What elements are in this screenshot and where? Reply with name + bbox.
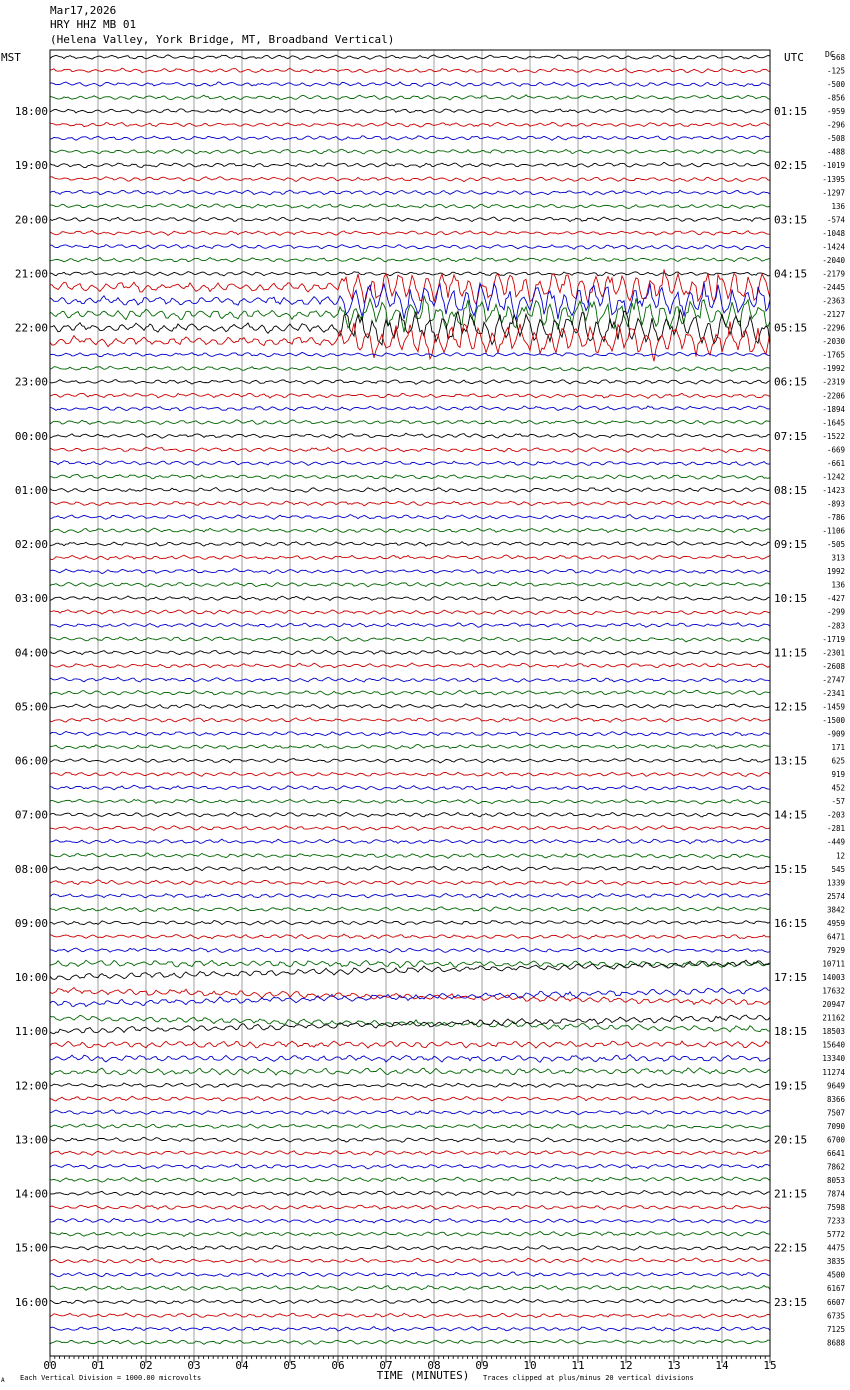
seismic-trace bbox=[50, 231, 770, 236]
seismic-trace bbox=[50, 352, 770, 356]
seismic-trace bbox=[50, 1151, 770, 1156]
seismic-trace bbox=[50, 244, 770, 250]
dc-offset-label: 7090 bbox=[826, 1121, 845, 1131]
x-tick-label: 09 bbox=[475, 1359, 489, 1372]
dc-offset-label: 7874 bbox=[826, 1189, 845, 1199]
dc-offset-label: 4959 bbox=[826, 918, 845, 928]
header-date: Mar17,2026 bbox=[50, 4, 117, 17]
hour-label-right: 11:15 bbox=[774, 646, 808, 660]
hour-label-left: 00:00 bbox=[14, 429, 48, 443]
seismic-trace bbox=[50, 1015, 770, 1034]
hour-label-right: 12:15 bbox=[774, 700, 808, 714]
dc-offset-label: 21162 bbox=[822, 1013, 845, 1023]
dc-offset-label: 15640 bbox=[822, 1040, 845, 1050]
seismic-trace bbox=[50, 162, 770, 167]
hour-label-left: 18:00 bbox=[14, 105, 48, 119]
seismic-trace bbox=[50, 1246, 770, 1251]
seismic-trace bbox=[50, 109, 770, 113]
seismic-trace bbox=[50, 272, 770, 276]
seismic-trace bbox=[50, 690, 770, 695]
footer-scale-note: Each Vertical Division = 1000.00 microvolts bbox=[20, 1374, 202, 1382]
dc-offset-label: -1645 bbox=[822, 418, 845, 428]
dc-offset-label: -500 bbox=[826, 80, 845, 90]
dc-offset-label: -1019 bbox=[822, 161, 845, 171]
seismic-trace bbox=[50, 812, 770, 817]
hour-label-left: 02:00 bbox=[14, 538, 48, 552]
dc-offset-label: -1297 bbox=[822, 188, 845, 198]
dc-offset-label: 7929 bbox=[826, 945, 845, 955]
x-tick-label: 10 bbox=[523, 1359, 537, 1372]
seismic-trace bbox=[50, 1110, 770, 1115]
dc-offset-label: 6607 bbox=[826, 1297, 845, 1307]
dc-offset-label: -786 bbox=[826, 513, 845, 523]
seismic-trace bbox=[50, 1083, 770, 1088]
minute-grid bbox=[98, 50, 722, 1356]
hour-label-left: 07:00 bbox=[14, 808, 48, 822]
seismic-trace bbox=[50, 542, 770, 547]
hour-label-right: 09:15 bbox=[774, 538, 808, 552]
seismic-trace bbox=[50, 380, 770, 385]
seismic-trace bbox=[50, 149, 770, 154]
seismic-trace bbox=[50, 1055, 770, 1063]
seismic-trace bbox=[50, 420, 770, 425]
dc-offset-label: -1395 bbox=[822, 174, 845, 184]
dc-offset-label: -1992 bbox=[822, 364, 845, 374]
hour-label-left: 08:00 bbox=[14, 862, 48, 876]
hour-label-right: 08:15 bbox=[774, 483, 808, 497]
hour-label-left: 11:00 bbox=[14, 1025, 48, 1039]
dc-offset-label: 136 bbox=[831, 201, 845, 211]
dc-offset-label: -2127 bbox=[822, 310, 845, 320]
hour-label-right: 19:15 bbox=[774, 1079, 808, 1093]
dc-offset-label: 10711 bbox=[822, 959, 845, 969]
seismic-trace bbox=[50, 1137, 770, 1142]
dc-offset-label: -2341 bbox=[822, 688, 845, 698]
seismic-trace bbox=[50, 1231, 770, 1236]
hour-label-left: 14:00 bbox=[14, 1187, 48, 1201]
x-tick-label: 11 bbox=[571, 1359, 585, 1372]
seismic-trace bbox=[50, 948, 770, 953]
dc-offset-label: -2040 bbox=[822, 255, 845, 265]
dc-offset-label: -2319 bbox=[822, 377, 845, 387]
dc-offset-label: -283 bbox=[826, 621, 845, 631]
dc-offset-label: 17632 bbox=[822, 986, 845, 996]
dc-offset-label: 6700 bbox=[826, 1135, 845, 1145]
hour-label-left: 20:00 bbox=[14, 213, 48, 227]
dc-offset-label: -2301 bbox=[822, 648, 845, 658]
dc-offset-label: 14003 bbox=[822, 973, 845, 983]
dc-offset-label: 136 bbox=[831, 580, 845, 590]
hour-label-left: 22:00 bbox=[14, 321, 48, 335]
seismic-trace bbox=[50, 907, 770, 912]
seismic-trace bbox=[50, 623, 770, 628]
dc-offset-label: 4475 bbox=[826, 1243, 845, 1253]
x-tick-label: 05 bbox=[283, 1359, 297, 1372]
seismic-trace bbox=[50, 637, 770, 642]
dc-offset-label: -2206 bbox=[822, 391, 845, 401]
seismic-trace bbox=[50, 501, 770, 506]
seismic-trace bbox=[50, 310, 770, 346]
dc-offset-label: -1424 bbox=[822, 242, 845, 252]
dc-label: DC bbox=[825, 50, 835, 59]
seismic-trace bbox=[50, 1124, 770, 1129]
dc-offset-label: 171 bbox=[831, 743, 845, 753]
dc-offset-label: 11274 bbox=[822, 1067, 845, 1077]
header-location: (Helena Valley, York Bridge, MT, Broadband Vertical) bbox=[50, 33, 395, 46]
seismic-trace bbox=[50, 555, 770, 560]
seismic-trace bbox=[50, 447, 770, 452]
dc-offset-label: -1106 bbox=[822, 526, 845, 536]
dc-offset-label: 545 bbox=[831, 864, 845, 874]
hour-label-left: 21:00 bbox=[14, 267, 48, 281]
seismic-trace bbox=[50, 663, 770, 668]
seismic-trace bbox=[50, 677, 770, 682]
x-tick-label: 14 bbox=[715, 1359, 729, 1372]
dc-offset-label: -2296 bbox=[822, 323, 845, 333]
seismic-trace bbox=[50, 177, 770, 182]
seismic-trace bbox=[50, 55, 770, 60]
hour-label-right: 16:15 bbox=[774, 916, 808, 930]
dc-offset-label: 8366 bbox=[826, 1094, 845, 1104]
hour-label-right: 13:15 bbox=[774, 754, 808, 768]
hour-label-right: 07:15 bbox=[774, 429, 808, 443]
hour-label-left: 15:00 bbox=[14, 1241, 48, 1255]
dc-offset-label: 8688 bbox=[826, 1338, 845, 1348]
x-tick-label: 07 bbox=[379, 1359, 393, 1372]
seismic-trace bbox=[50, 122, 770, 127]
seismic-trace bbox=[50, 758, 770, 763]
hour-label-left: 12:00 bbox=[14, 1079, 48, 1093]
seismic-trace bbox=[50, 1340, 770, 1345]
dc-offset-label: 5772 bbox=[826, 1230, 845, 1240]
dc-offset-label: 18503 bbox=[822, 1027, 845, 1037]
dc-offset-label: -125 bbox=[826, 66, 845, 76]
seismic-trace bbox=[50, 366, 770, 371]
seismic-trace bbox=[50, 1286, 770, 1291]
seismic-trace bbox=[50, 204, 770, 209]
dc-offset-label: 7507 bbox=[826, 1108, 845, 1118]
seismic-trace bbox=[50, 610, 770, 615]
dc-offset-label: -296 bbox=[826, 120, 845, 130]
seismic-trace bbox=[50, 190, 770, 195]
dc-offset-label: -959 bbox=[826, 107, 845, 117]
dc-offset-label: -1423 bbox=[822, 485, 845, 495]
seismic-trace bbox=[50, 1219, 770, 1224]
footer-clip-note: Traces clipped at plus/minus 20 vertical divisions bbox=[483, 1374, 694, 1382]
hour-label-left: 10:00 bbox=[14, 971, 48, 985]
dc-offset-label: -1459 bbox=[822, 702, 845, 712]
dc-offset-label: -508 bbox=[826, 134, 845, 144]
seismic-trace bbox=[50, 1164, 770, 1169]
dc-offset-label: 3842 bbox=[826, 905, 845, 915]
dc-offset-label: 313 bbox=[831, 553, 845, 563]
x-tick-label: 01 bbox=[91, 1359, 105, 1372]
seismic-trace bbox=[50, 461, 770, 466]
dc-offset-label: 7598 bbox=[826, 1203, 845, 1213]
dc-offset-label: -661 bbox=[826, 458, 845, 468]
hour-label-left: 05:00 bbox=[14, 700, 48, 714]
seismic-trace bbox=[50, 515, 770, 520]
seismic-trace bbox=[50, 582, 770, 587]
seismic-trace bbox=[50, 934, 770, 939]
seismic-trace bbox=[50, 1191, 770, 1196]
header-station: HRY HHZ MB 01 bbox=[50, 18, 137, 31]
hour-label-left: 13:00 bbox=[14, 1133, 48, 1147]
seismic-trace bbox=[50, 920, 770, 925]
hour-label-right: 01:15 bbox=[774, 105, 808, 119]
x-tick-label: 12 bbox=[619, 1359, 633, 1372]
dc-offset-label: 919 bbox=[831, 770, 845, 780]
hour-label-left: 03:00 bbox=[14, 592, 48, 606]
dc-offset-label: 3835 bbox=[826, 1257, 845, 1267]
dc-offset-label: 1992 bbox=[826, 567, 845, 577]
seismic-trace bbox=[50, 1068, 770, 1075]
seismic-trace bbox=[50, 258, 770, 262]
hour-label-right: 21:15 bbox=[774, 1187, 808, 1201]
hour-label-left: 16:00 bbox=[14, 1295, 48, 1309]
dc-offset-label: -2445 bbox=[822, 283, 845, 293]
seismic-trace bbox=[50, 596, 770, 601]
dc-offset-label: -669 bbox=[826, 445, 845, 455]
dc-offset-label: 4500 bbox=[826, 1270, 845, 1280]
hour-label-left: 23:00 bbox=[14, 375, 48, 389]
dc-offset-label: -299 bbox=[826, 607, 845, 617]
left-timezone-label: MST bbox=[1, 51, 21, 64]
x-tick-label: 06 bbox=[331, 1359, 345, 1372]
hour-label-left: 04:00 bbox=[14, 646, 48, 660]
seismic-trace bbox=[50, 988, 770, 1005]
dc-offset-label: 7233 bbox=[826, 1216, 845, 1226]
dc-offset-label: -1242 bbox=[822, 472, 845, 482]
dc-offset-label: -488 bbox=[826, 147, 845, 157]
dc-offset-label: -893 bbox=[826, 499, 845, 509]
seismic-trace bbox=[50, 650, 770, 655]
hour-label-left: 01:00 bbox=[14, 483, 48, 497]
seismic-trace bbox=[50, 1299, 770, 1304]
seismic-trace bbox=[50, 853, 770, 858]
hour-label-left: 19:00 bbox=[14, 159, 48, 173]
dc-offset-label: -2747 bbox=[822, 675, 845, 685]
seismic-trace bbox=[50, 136, 770, 141]
seismic-trace bbox=[50, 880, 770, 885]
dc-offset-label: -449 bbox=[826, 837, 845, 847]
seismic-trace bbox=[50, 82, 770, 87]
hour-label-right: 20:15 bbox=[774, 1133, 808, 1147]
dc-offset-label: -2030 bbox=[822, 337, 845, 347]
seismic-trace bbox=[50, 488, 770, 493]
seismic-trace bbox=[50, 217, 770, 222]
dc-offset-label: 6641 bbox=[826, 1148, 845, 1158]
seismic-trace bbox=[50, 475, 770, 480]
seismic-trace bbox=[50, 839, 770, 844]
dc-offset-label: 6167 bbox=[826, 1284, 845, 1294]
dc-offset-label: -505 bbox=[826, 540, 845, 550]
hour-label-right: 14:15 bbox=[774, 808, 808, 822]
hour-label-right: 15:15 bbox=[774, 862, 808, 876]
dc-offset-label: 9649 bbox=[826, 1081, 845, 1091]
dc-offset-label: 1339 bbox=[826, 878, 845, 888]
seismic-trace bbox=[50, 528, 770, 533]
hour-label-left: 09:00 bbox=[14, 916, 48, 930]
x-tick-label: 00 bbox=[43, 1359, 57, 1372]
seismic-trace bbox=[50, 772, 770, 777]
x-tick-label: 03 bbox=[187, 1359, 201, 1372]
x-tick-label: 02 bbox=[139, 1359, 153, 1372]
seismic-trace bbox=[50, 1205, 770, 1210]
dc-offset-label: -2179 bbox=[822, 269, 845, 279]
dc-offset-label: 2574 bbox=[826, 891, 845, 901]
dc-offset-label: 568 bbox=[831, 53, 845, 62]
seismic-trace bbox=[50, 393, 770, 398]
hour-label-right: 02:15 bbox=[774, 159, 808, 173]
seismic-trace bbox=[50, 785, 770, 790]
hour-label-left: 06:00 bbox=[14, 754, 48, 768]
dc-offset-label: 7125 bbox=[826, 1324, 845, 1334]
seismic-trace bbox=[50, 1096, 770, 1101]
seismic-trace bbox=[50, 68, 770, 73]
dc-offset-label: 8053 bbox=[826, 1175, 845, 1185]
dc-offset-label: -2608 bbox=[822, 661, 845, 671]
footer-mark: A bbox=[1, 1377, 5, 1384]
seismic-trace bbox=[50, 406, 770, 411]
seismic-trace bbox=[50, 718, 770, 723]
seismic-trace bbox=[50, 1258, 770, 1263]
dc-offset-label: -1048 bbox=[822, 228, 845, 238]
hour-label-right: 17:15 bbox=[774, 971, 808, 985]
x-tick-label: 08 bbox=[427, 1359, 441, 1372]
seismic-trace bbox=[50, 1327, 770, 1332]
dc-offset-label: -1765 bbox=[822, 350, 845, 360]
dc-offset-label: 625 bbox=[831, 756, 845, 766]
x-tick-label: 15 bbox=[763, 1359, 777, 1372]
dc-offset-label: -1500 bbox=[822, 715, 845, 725]
seismic-trace bbox=[50, 988, 770, 1007]
seismic-trace bbox=[50, 744, 770, 749]
dc-offset-label: 12 bbox=[835, 851, 845, 861]
x-tick-label: 13 bbox=[667, 1359, 681, 1372]
seismic-trace bbox=[50, 1272, 770, 1277]
hour-label-right: 03:15 bbox=[774, 213, 808, 227]
dc-offset-label: -1894 bbox=[822, 404, 845, 414]
dc-offset-label: 13340 bbox=[822, 1054, 845, 1064]
dc-offset-label: -856 bbox=[826, 93, 845, 103]
dc-offset-label: -1719 bbox=[822, 634, 845, 644]
dc-offset-label: -574 bbox=[826, 215, 845, 225]
seismic-trace bbox=[50, 732, 770, 736]
seismic-trace bbox=[50, 704, 770, 709]
seismic-trace bbox=[50, 866, 770, 871]
hour-label-right: 23:15 bbox=[774, 1295, 808, 1309]
seismic-trace bbox=[50, 826, 770, 831]
hour-label-right: 04:15 bbox=[774, 267, 808, 281]
dc-offset-label: -909 bbox=[826, 729, 845, 739]
dc-offset-label: 20947 bbox=[822, 1000, 845, 1010]
dc-offset-label: 6471 bbox=[826, 932, 845, 942]
hour-label-right: 05:15 bbox=[774, 321, 808, 335]
x-axis-title: TIME (MINUTES) bbox=[376, 1369, 470, 1382]
dc-offset-label: -427 bbox=[826, 594, 845, 604]
dc-offset-label: 6735 bbox=[826, 1311, 845, 1321]
seismic-trace bbox=[50, 799, 770, 804]
dc-offset-label: -2363 bbox=[822, 296, 845, 306]
right-timezone-label: UTC bbox=[784, 51, 804, 64]
seismic-trace bbox=[50, 1313, 770, 1318]
seismic-trace bbox=[50, 1041, 770, 1048]
seismic-trace bbox=[50, 569, 770, 574]
dc-offset-label: -203 bbox=[826, 810, 845, 820]
dc-offset-label: 7862 bbox=[826, 1162, 845, 1172]
seismic-trace bbox=[50, 433, 770, 438]
dc-offset-label: -1522 bbox=[822, 431, 845, 441]
dc-offset-label: 452 bbox=[831, 783, 845, 793]
hour-label-right: 10:15 bbox=[774, 592, 808, 606]
trace-group bbox=[50, 55, 770, 1345]
seismic-trace bbox=[50, 894, 770, 898]
hour-label-right: 18:15 bbox=[774, 1025, 808, 1039]
dc-offset-label: -281 bbox=[826, 824, 845, 834]
hour-label-right: 06:15 bbox=[774, 375, 808, 389]
dc-offset-label: -57 bbox=[831, 797, 845, 807]
seismic-trace bbox=[50, 95, 770, 100]
seismic-trace bbox=[50, 1177, 770, 1182]
hour-label-right: 22:15 bbox=[774, 1241, 808, 1255]
x-tick-label: 04 bbox=[235, 1359, 249, 1372]
